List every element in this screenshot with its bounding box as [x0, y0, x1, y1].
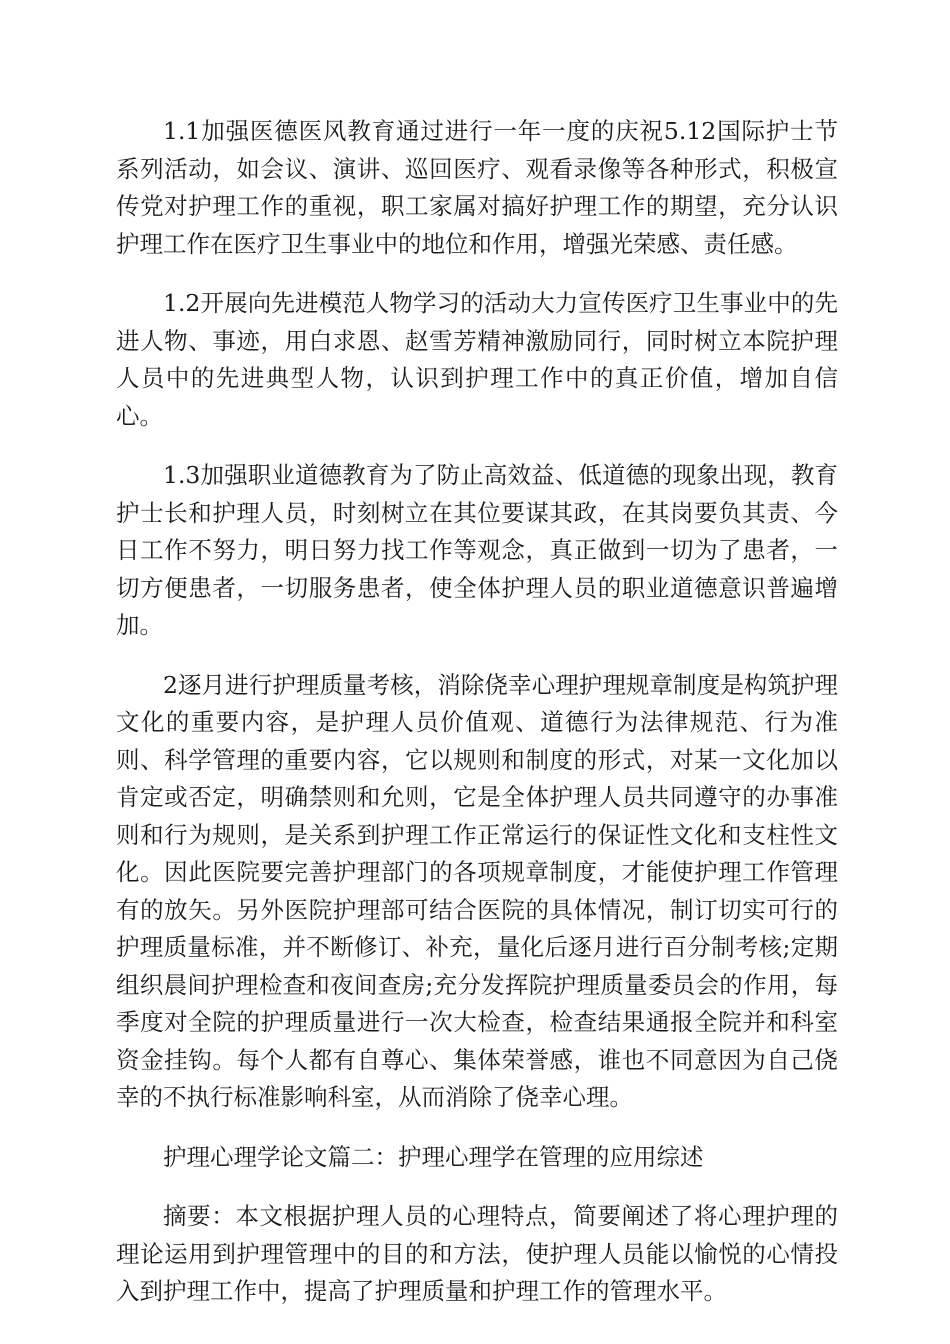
section-heading-essay-two: 护理心理学论文篇二：护理心理学在管理的应用综述 — [163, 1142, 704, 1171]
paragraph-1-3-professional-ethics: 1.3加强职业道德教育为了防止高效益、低道德的现象出现，教育护士长和护理人员，时刻树立在其位要谋其政，在其岗要负其责、今日工作不努力，明日努力找工作等观念，真正做到一切为了患者，一切方便患者，一切服务患者，使全体护理人员的职业道德意识普遍增加。 — [116, 461, 838, 639]
document-body — [116, 113, 838, 1333]
paragraph-1-1-medical-ethics: 1.1加强医德医风教育通过进行一年一度的庆祝5.12国际护士节系列活动，如会议、演讲、巡回医疗、观看录像等各种形式，积极宣传党对护理工作的重视，职工家属对搞好护理工作的期望，充分认识护理工作在医疗卫生事业中的地位和作用，增强光荣感、责任感。 — [116, 117, 838, 258]
abstract-paragraph: 摘要：本文根据护理人员的心理特点，简要阐述了将心理护理的理论运用到护理管理中的目的和方法，使护理人员能以愉悦的心情投入到护理工作中，提高了护理质量和护理工作的管理水平。 — [116, 1202, 838, 1305]
paragraph-1-2-role-models: 1.2开展向先进模范人物学习的活动大力宣传医疗卫生事业中的先进人物、事迹，用白求恩、赵雪芳精神激励同行，同时树立本院护理人员中的先进典型人物，认识到护理工作中的真正价值，增加自信心。 — [116, 289, 838, 430]
paragraph-2-quality-assessment: 2逐月进行护理质量考核，消除侥幸心理护理规章制度是构筑护理文化的重要内容，是护理人员价值观、道德行为法律规范、行为准则、科学管理的重要内容，它以规则和制度的形式，对某一文化加以肯定或否定，明确禁则和允则，它是全体护理人员共同遵守的办事准则和行为规则，是关系到护理工作正常运行的保证性文化和支柱性文化。因此医院要完善护理部门的各项规章制度，才能使护理工作管理有的放矢。另外医院护理部可结合医院的具体情况，制订切实可行的护理质量标准，并不断修订、补充，量化后逐月进行百分制考核;定期组织晨间护理检查和夜间查房;充分发挥院护理质量委员会的作用，每季度对全院的护理质量进行一次大检查，检查结果通报全院并和科室资金挂钩。每个人都有自尊心、集体荣誉感，谁也不同意因为自己侥幸的不执行标准影响科室，从而消除了侥幸心理。 — [116, 670, 838, 1111]
